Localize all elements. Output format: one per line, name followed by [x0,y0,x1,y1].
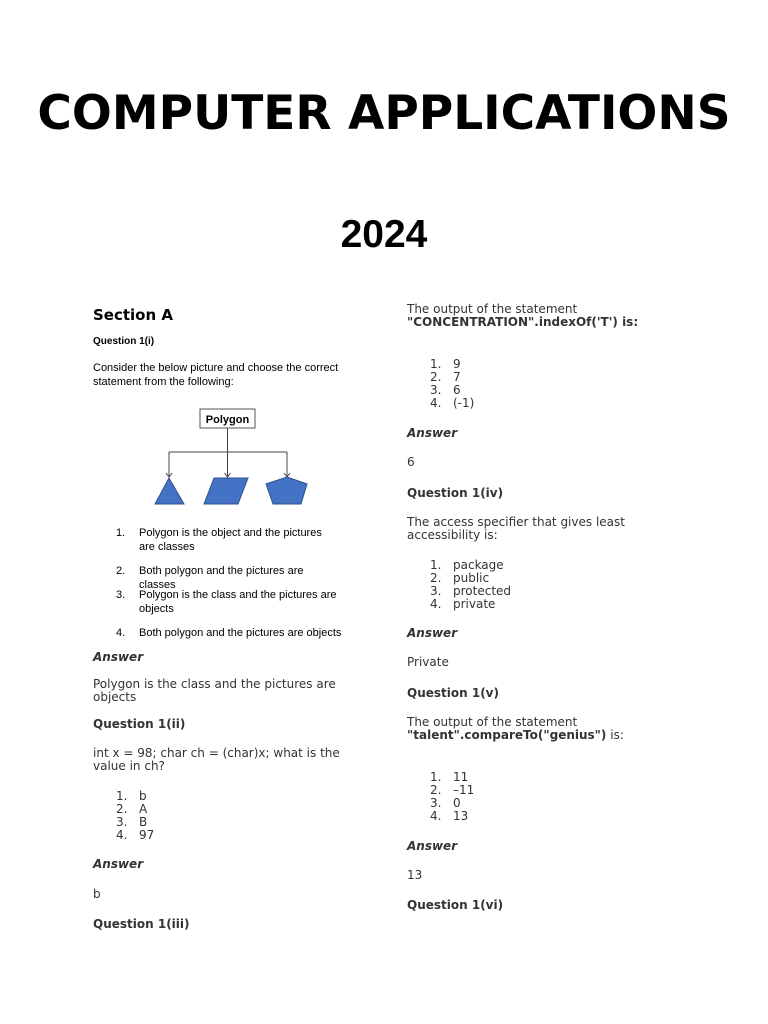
list-item: 2. 7 [430,370,461,384]
list-item: 3. B [116,815,148,829]
list-item: 3. 0 [430,796,461,810]
list-item: 2. –11 [430,783,475,797]
list-item: 1. Polygon is the object and the pictures are classes [116,527,322,553]
answer-label: Answer [407,839,458,853]
answer-label: Answer [407,626,458,640]
list-item: 3. protected [430,584,512,598]
list-item: 4. private [430,597,496,611]
triangle-shape [155,478,184,504]
question-1ii-options [93,790,293,842]
question-1v-label: Question 1(v) [407,686,499,700]
question-1iv-options [407,559,607,611]
list-item: 2. Both polygon and the pictures are classes [116,565,304,591]
question-1iv-answer: Private [407,655,449,669]
question-1iii-answer: 6 [407,455,415,469]
document-title: COMPUTER APPLICATIONS [37,86,731,141]
question-1i-answer: Polygon is the class and the pictures are objects [93,677,336,704]
parallelogram-shape [204,478,248,504]
question-1ii-answer: b [93,887,101,901]
list-item: 2. public [430,571,490,585]
question-1iii-label: Question 1(iii) [93,917,190,931]
answer-label: Answer [93,857,144,871]
question-1iv-text: The access specifier that gives least accessibility is: [407,515,625,542]
list-item: 4. Both polygon and the pictures are objects [116,627,342,639]
question-1vi-label: Question 1(vi) [407,898,504,912]
list-item: 3. Polygon is the class and the pictures are objects [116,589,337,615]
list-item: 1. 11 [430,770,469,784]
polygon-hierarchy-diagram [137,398,317,513]
polygon-diagram [137,398,317,517]
question-1i-text: Consider the below picture and choose the correct statement from the following: [93,362,339,388]
list-item: 1. b [116,789,147,803]
polygon-box-label: Polygon [205,414,250,426]
question-1ii-text: int x = 98; char ch = (char)x; what is the value in ch? [93,746,340,773]
answer-label: Answer [407,426,458,440]
question-1i-label: Question 1(i) [93,336,155,347]
list-item: 2. A [116,802,148,816]
question-1v-options [407,771,607,823]
list-item: 3. 6 [430,383,461,397]
list-item: 4. 97 [116,828,155,842]
list-item: 1. 9 [430,357,461,371]
question-1ii-label: Question 1(ii) [93,717,186,731]
question-1v-answer: 13 [407,868,423,882]
question-1v-text: The output of the statement "talent".compareTo("genius") is: [407,715,624,742]
list-item: 1. package [430,558,504,572]
question-1iii-options [407,358,607,410]
list-item: 4. (-1) [430,396,475,410]
question-1iv-label: Question 1(iv) [407,486,504,500]
section-title: Section A [93,306,173,324]
pentagon-shape [266,477,307,504]
question-1iii-text: The output of the statement "CONCENTRATION".indexOf('T') is: [407,302,639,329]
answer-label: Answer [93,650,144,664]
list-item: 4. 13 [430,809,469,823]
document-year: 2024 [340,213,428,256]
